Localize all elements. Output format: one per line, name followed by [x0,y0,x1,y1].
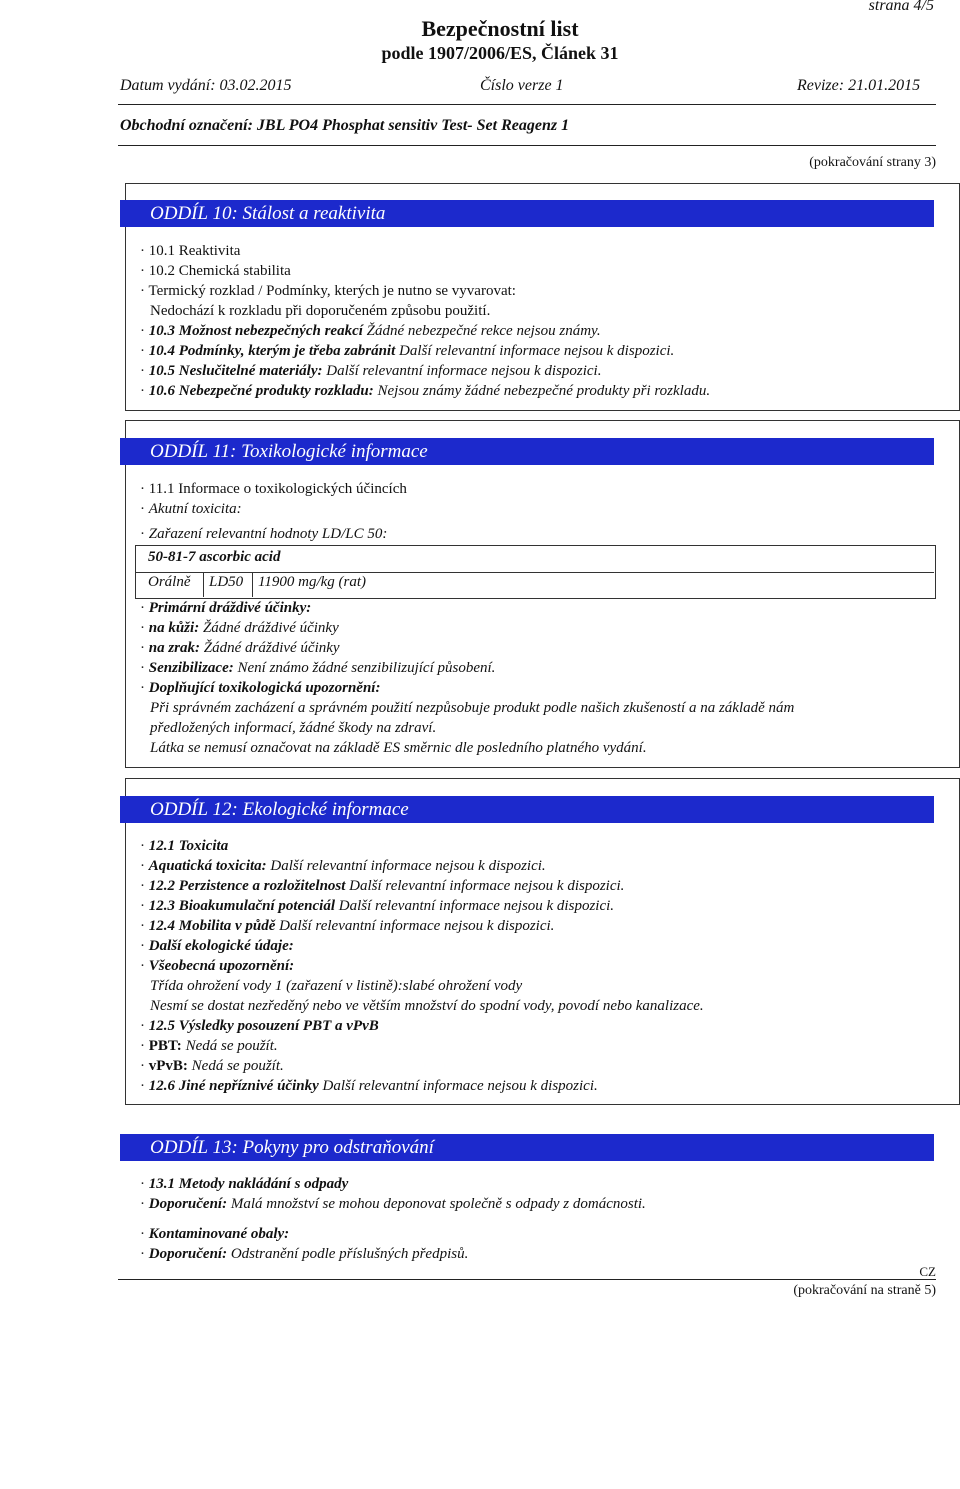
toxicity-cell-divider-2 [252,573,253,597]
s13-methods: · 13.1 Metody nakládání s odpady [140,1176,349,1192]
issue-date: Datum vydání: 03.02.2015 [120,77,292,94]
s11-additional-text-1: Při správném zacházení a správném použití nezpůsobuje produkt podle našich zkušeností a na základě nám [150,700,795,716]
toxicity-substance: 50-81-7 ascorbic acid [148,549,281,565]
s12-mobility: · 12.4 Mobilita v půdě Další relevantní informace nejsou k dispozici. [140,918,555,934]
document-subtitle: podle 1907/2006/ES, Článek 31 [381,43,619,63]
language-code: CZ [919,1264,936,1279]
s12-general: · Všeobecná upozornění: [140,958,295,974]
s12-toxicity: · 12.1 Toxicita [140,838,229,854]
s12-water-warning: Nesmí se dostat nezředěný nebo ve větším množství do spodní vody, povodí nebo kanalizace. [150,998,704,1014]
s10-dangerous-reactions: · 10.3 Možnost nebezpečných reakcí Žádné nebezpečné rekce nejsou známy. [140,323,601,339]
s11-acute: · Akutní toxicita: [140,501,242,517]
toxicity-metric: LD50 [209,574,244,590]
s10-thermal: · Termický rozklad / Podmínky, kterých je nutno se vyvarovat: [140,283,516,299]
section-13-title: ODDÍL 13: Pokyny pro odstraňování [120,1134,934,1161]
section-12-title: ODDÍL 12: Ekologické informace [120,796,934,823]
s10-incompatible: · 10.5 Neslučitelné materiály: Další relevantní informace nejsou k dispozici. [140,363,602,379]
s11-additional-text-2: předložených informací, žádné škody na zdraví. [150,720,437,736]
version-number: Číslo verze 1 [480,77,564,94]
s11-eyes: · na zrak: Žádné dráždivé účinky [140,640,340,656]
s10-reactivity: · 10.1 Reaktivita [140,243,241,259]
s13-contaminated: · Kontaminované obaly: [140,1226,290,1242]
s12-pbt: · PBT: Nedá se použít. [140,1038,278,1054]
s12-other-effects: · 12.6 Jiné nepříznivé účinky Další relevantní informace nejsou k dispozici. [140,1078,598,1094]
s10-thermal-text: Nedochází k rozkladu při doporučeném způsobu použití. [150,303,491,319]
revision-date: Revize: 21.01.2015 [797,77,921,94]
toxicity-value: 11900 mg/kg (rat) [258,574,367,590]
footer-rule [118,1279,936,1280]
s13-recommendation: · Doporučení: Malá množství se mohou deponovat společně s odpady z domácnosti. [140,1196,646,1212]
s10-decomposition: · 10.6 Nebezpečné produkty rozkladu: Nejsou známy žádné nebezpečné produkty při rozkladu. [140,383,711,399]
s12-pbt-results: · 12.5 Výsledky posouzení PBT a vPvB [140,1018,379,1034]
toxicity-route: Orálně [148,574,191,590]
s12-persistence: · 12.2 Perzistence a rozložitelnost Další relevantní informace nejsou k dispozici. [140,878,625,894]
s11-sensitization: · Senzibilizace: Není známo žádné senzibilizující působení. [140,660,496,676]
section-10-title: ODDÍL 10: Stálost a reaktivita [120,200,934,227]
toxicity-row-divider [135,572,934,573]
trade-name: Obchodní označení: JBL PO4 Phosphat sensitiv Test- Set Reagenz 1 [120,117,570,134]
s11-additional-text-3: Látka se nemusí označovat na základě ES směrnic dle posledního platného vydání. [150,740,647,756]
header-rule-bottom [118,145,936,146]
document-title: Bezpečnostní list [421,16,579,41]
s13-packaging-recommendation: · Doporučení: Odstranění podle příslušných předpisů. [140,1246,469,1262]
continued-from: (pokračování strany 3) [809,155,936,170]
s12-aquatic: · Aquatická toxicita: Další relevantní informace nejsou k dispozici. [140,858,546,874]
s11-additional: · Doplňující toxikologická upozornění: [140,680,381,696]
section-11-title: ODDÍL 11: Toxikologické informace [120,438,934,465]
s11-info: · 11.1 Informace o toxikologických účincích [140,481,407,497]
s11-classification: · Zařazení relevantní hodnoty LD/LC 50: [140,526,388,542]
s12-bioaccumulation: · 12.3 Bioakumulační potenciál Další relevantní informace nejsou k dispozici. [140,898,615,914]
header-rule-top [118,104,936,105]
continued-to: (pokračování na straně 5) [793,1283,936,1298]
s10-stability: · 10.2 Chemická stabilita [140,263,291,279]
s11-irritation: · Primární dráždivé účinky: [140,600,312,616]
s10-conditions-avoid: · 10.4 Podmínky, kterým je třeba zabránit Další relevantní informace nejsou k dispozici. [140,343,675,359]
s12-other-eco: · Další ekologické údaje: [140,938,294,954]
s12-vpvb: · vPvB: Nedá se použít. [140,1058,284,1074]
s11-skin: · na kůži: Žádné dráždivé účinky [140,620,339,636]
toxicity-cell-divider-1 [203,573,204,597]
page-number: strana 4/5 [868,0,934,14]
s12-water-class: Třída ohrožení vody 1 (zařazení v listině):slabé ohrožení vody [150,978,523,994]
